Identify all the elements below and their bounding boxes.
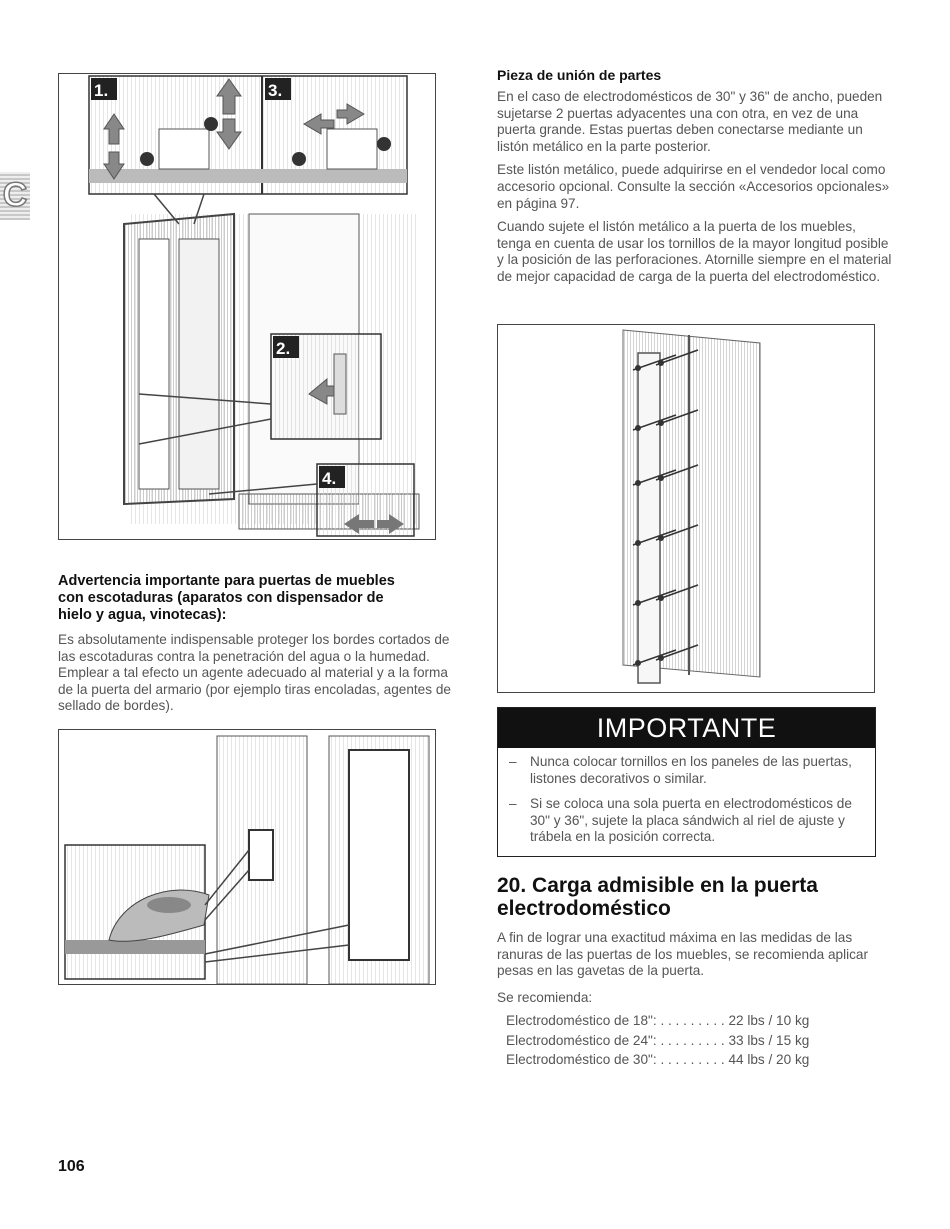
table-row: [506, 1031, 876, 1051]
door-installation-figure: [58, 73, 436, 540]
connector-text: [497, 89, 892, 293]
warning-heading: Advertencia importante para puertas de muebles con escotaduras (aparatos con dispensador de hielo y agua, vinotecas):: [58, 573, 395, 623]
step-label-2: 2.: [276, 339, 291, 358]
connector-heading: Pieza de unión de partes: [497, 67, 662, 83]
table-row: [506, 1050, 876, 1070]
table-row: [506, 1011, 876, 1031]
section-tab-letter: C: [2, 176, 28, 214]
step-label-1: 1.: [94, 81, 109, 100]
list-dash: –: [509, 754, 517, 769]
list-dash: –: [509, 796, 517, 812]
list-item: [498, 754, 875, 787]
metal-strip-figure: [497, 324, 875, 693]
load-dots: . . . . . . . . .: [656, 1032, 729, 1048]
connector-paragraph: Este listón metálico, puede adquirirse en el vendedor local como accesorio opcional. Consulte la sección «Accesorios opcionales» en página 97.: [497, 162, 890, 211]
warning-body: Es absolutamente indispensable proteger los bordes cortados de las escotaduras contra la penetración del agua o la humedad. Emplear a tal efecto un agente adecuado al material y a la forma de la puerta del armario (por ejemplo tiras encoladas, agentes de sellado de bordes).: [58, 632, 451, 714]
load-dots: . . . . . . . . .: [656, 1013, 729, 1028]
load-value: 44 lbs / 20 kg: [728, 1052, 810, 1067]
page-number: 106: [58, 1158, 85, 1175]
section-tab: [0, 172, 30, 220]
section-recommend: Se recomienda:: [497, 990, 593, 1005]
edge-sealing-figure: [58, 729, 436, 985]
load-value: 33 lbs / 15 kg: [728, 1032, 810, 1048]
importante-title: IMPORTANTE: [498, 708, 875, 748]
list-item: [498, 796, 875, 846]
load-label: Electrodoméstico de 18":: [506, 1013, 657, 1028]
load-table: [506, 1011, 876, 1070]
list-item-text: Nunca colocar tornillos en los paneles de las puertas, listones decorativos o similar.: [530, 754, 852, 786]
section-title: 20. Carga admisible en la puerta electrodoméstico: [497, 874, 818, 920]
section-intro: A fin de lograr una exactitud máxima en las medidas de las ranuras de las puertas de los muebles, se recomienda aplicar pesas en las gavetas de la puerta.: [497, 930, 869, 979]
importante-box: [497, 707, 876, 857]
importante-list: [498, 754, 875, 846]
list-item-text: Si se coloca una sola puerta en electrodomésticos de 30" y 36", sujete la placa sándwich al riel de ajuste y trábela en la posición correcta.: [530, 796, 852, 845]
connector-paragraph: Cuando sujete el listón metálico a la puerta de los muebles, tenga en cuenta de usar los tornillos de la mayor longitud posible y la posición de las perforaciones. Atornille siempre en el material de mejor capacidad de carga de la puerta del electrodoméstico.: [497, 219, 892, 284]
step-label-4: 4.: [322, 469, 337, 488]
load-label: Electrodoméstico de 24":: [506, 1032, 657, 1048]
load-value: 22 lbs / 10 kg: [728, 1013, 810, 1028]
connector-paragraph: En el caso de electrodomésticos de 30" y 36" de ancho, pueden sujetarse 2 puertas adyacentes una con otra, en vez de una puerta grande. Estas puertas deben conectarse mediante un listón metálico en la parte posterior.: [497, 89, 883, 154]
step-label-3: 3.: [268, 81, 283, 100]
load-dots: . . . . . . . . .: [656, 1052, 729, 1067]
load-label: Electrodoméstico de 30":: [506, 1052, 657, 1067]
